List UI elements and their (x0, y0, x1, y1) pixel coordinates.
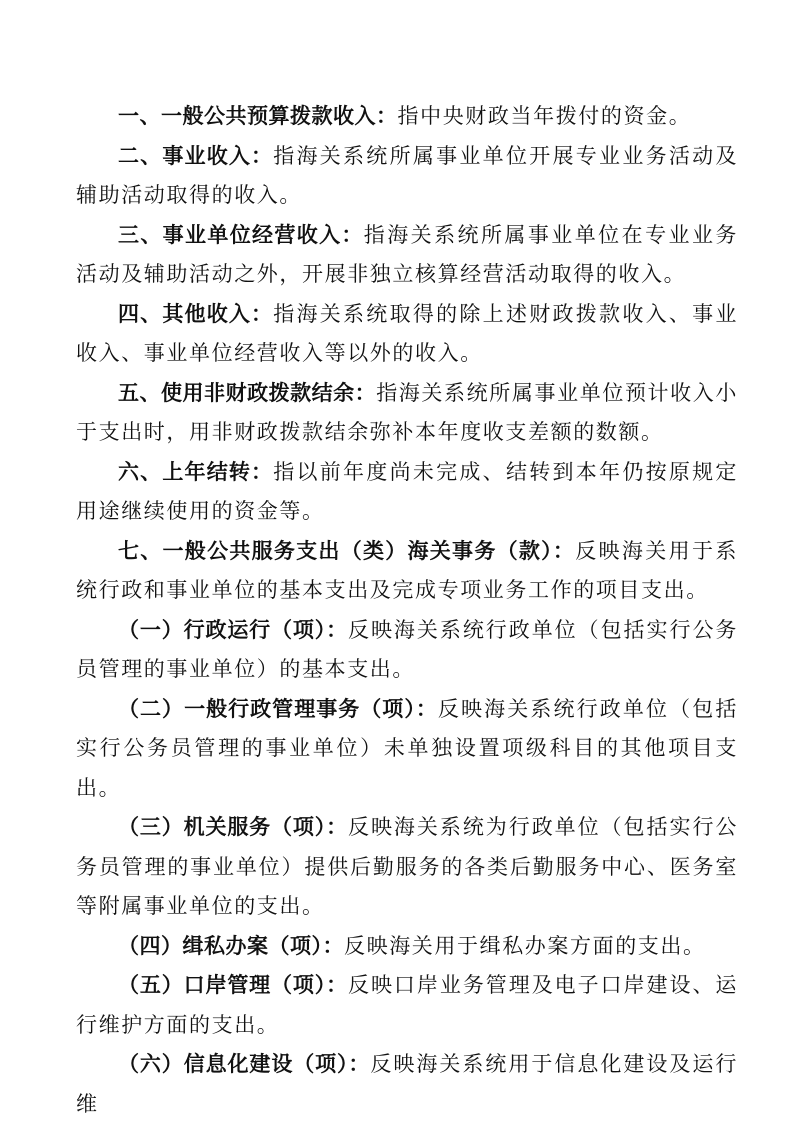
term-label: （四）缉私办案（项）： (118, 933, 344, 958)
paragraph-4 (76, 295, 738, 374)
paragraph-6 (76, 453, 738, 532)
term-label: 三、事业单位经营收入： (118, 222, 364, 247)
term-label: （一）行政运行（项）： (118, 617, 348, 642)
term-label: （二）一般行政管理事务（项）： (118, 696, 438, 721)
term-description: 指海关系统所属事业单位开展专业业务活动及辅助活动取得的收入。 (76, 143, 739, 207)
term-label: 四、其他收入： (118, 301, 274, 326)
paragraph-10 (76, 808, 738, 927)
paragraph-13 (76, 1045, 738, 1124)
term-label: 一、一般公共预算拨款收入： (118, 104, 398, 128)
term-label: 五、使用非财政拨款结余： (118, 380, 377, 405)
term-label: 六、上年结转： (118, 459, 274, 484)
term-description: 指海关系统所属事业单位预计收入小于支出时，用非财政拨款结余弥补本年度收支差额的数额。 (76, 380, 739, 444)
term-description: 反映口岸业务管理及电子口岸建设、运行维护方面的支出。 (76, 973, 739, 1037)
paragraph-5 (76, 374, 738, 453)
term-description: 反映海关系统行政单位（包括实行公务员管理的事业单位）未单独设置项级科目的其他项目支出。 (76, 696, 738, 800)
term-description: 反映海关系统用于信息化建设及运行维 (76, 1052, 738, 1116)
term-description: 指以前年度尚未完成、结转到本年仍按原规定用途继续使用的资金等。 (76, 459, 739, 523)
term-description: 反映海关系统为行政单位（包括实行公务员管理的事业单位）提供后勤服务的各类后勤服务中心、医务室等附属事业单位的支出。 (76, 815, 739, 918)
term-description: 反映海关系统行政单位（包括实行公务员管理的事业单位）的基本支出。 (76, 617, 739, 681)
term-description: 反映海关用于缉私办案方面的支出。 (344, 933, 706, 958)
paragraph-2 (76, 137, 738, 216)
document-body (76, 97, 738, 1124)
paragraph-9 (76, 690, 738, 809)
term-label: （六）信息化建设（项）： (118, 1052, 371, 1076)
term-label: （五）口岸管理（项）： (118, 973, 348, 997)
term-description: 指中央财政当年拨付的资金。 (397, 104, 692, 128)
paragraph-3 (76, 216, 738, 295)
paragraph-8 (76, 611, 738, 690)
term-label: （三）机关服务（项）： (118, 815, 348, 839)
term-description: 指海关系统取得的除上述财政拨款收入、事业收入、事业单位经营收入等以外的收入。 (76, 301, 739, 365)
paragraph-12 (76, 966, 738, 1045)
term-description: 反映海关用于系统行政和事业单位的基本支出及完成专项业务工作的项目支出。 (76, 538, 739, 602)
paragraph-7 (76, 532, 738, 611)
paragraph-1 (76, 97, 738, 137)
paragraph-11 (76, 927, 738, 967)
term-description: 指海关系统所属事业单位在专业业务活动及辅助活动之外，开展非独立核算经营活动取得的收入。 (76, 222, 738, 286)
term-label: 二、事业收入： (118, 143, 274, 168)
term-label: 七、一般公共服务支出（类）海关事务（款）： (118, 538, 576, 563)
